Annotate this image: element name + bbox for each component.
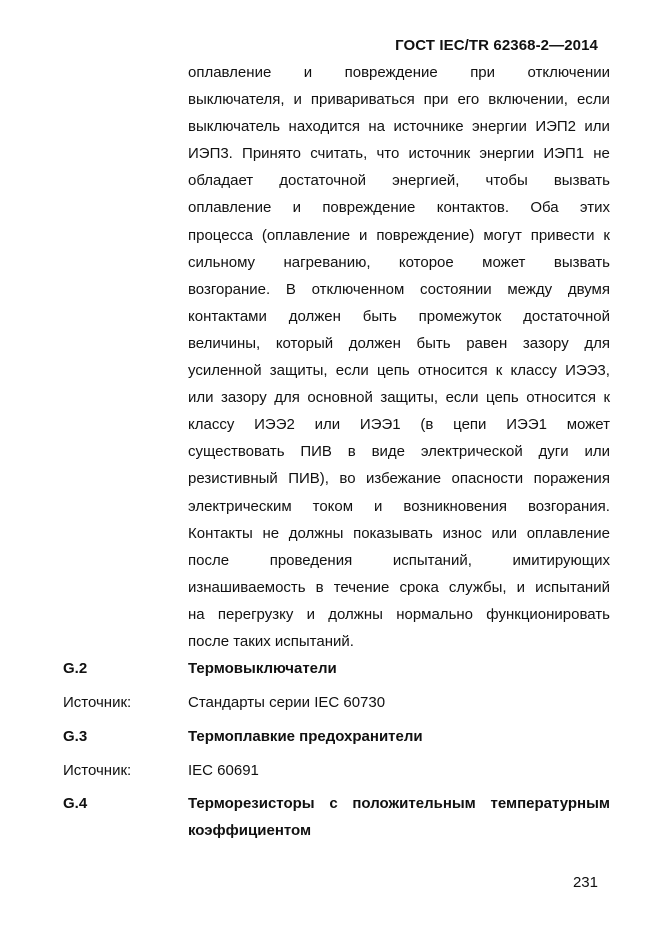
- word: Принято: [242, 145, 301, 163]
- word: цепь: [376, 362, 410, 380]
- word: классу: [510, 362, 557, 380]
- word: промежуток: [418, 307, 502, 325]
- word: чтобы: [485, 172, 528, 190]
- word: оплавление: [188, 199, 272, 217]
- page-number: 231: [572, 874, 598, 891]
- word: к: [495, 362, 503, 380]
- word: равен: [466, 334, 508, 352]
- word: относится: [526, 389, 596, 407]
- section-g2-title: Термовыключатели: [188, 660, 337, 677]
- word: выключателя,: [188, 91, 285, 109]
- word: двумя: [567, 280, 610, 298]
- word: источник: [408, 145, 471, 163]
- text-line: [188, 547, 610, 574]
- word: или: [491, 524, 518, 542]
- word: после: [188, 551, 230, 569]
- text-line: [188, 628, 610, 655]
- word: или: [584, 443, 610, 461]
- word: зазору: [221, 389, 267, 407]
- word: Оба: [530, 199, 559, 217]
- word: ИЭЭ3,: [565, 362, 610, 380]
- word: может: [566, 416, 610, 434]
- word: основной: [307, 389, 373, 407]
- word: нагреванию,: [283, 253, 371, 271]
- text-line: [188, 601, 610, 628]
- word: опасности: [451, 470, 524, 488]
- word: защиты,: [269, 362, 328, 380]
- word: ИЭЭ1: [359, 416, 401, 434]
- word: его: [457, 91, 480, 109]
- word: если: [576, 91, 610, 109]
- word: оплавление: [526, 524, 610, 542]
- word: находится: [288, 118, 360, 136]
- word: между: [507, 280, 553, 298]
- text-line: [188, 59, 610, 86]
- word: проведения: [269, 551, 353, 569]
- section-g2-number: G.2: [63, 660, 88, 677]
- word: что: [376, 145, 400, 163]
- word: показывать: [353, 524, 433, 542]
- word: процесса: [188, 226, 253, 244]
- word: энергии: [472, 118, 527, 136]
- word: положительным: [352, 795, 476, 812]
- word: нормально: [396, 605, 474, 623]
- section-g3-source-value: IEC 60691: [188, 762, 259, 779]
- word: службы,: [448, 578, 507, 596]
- word: на: [368, 118, 386, 136]
- text-line: [188, 140, 610, 167]
- word: или: [584, 118, 610, 136]
- word: изнашиваемость: [188, 578, 306, 596]
- section-g4-title: [188, 790, 610, 844]
- section-g2-source-value: Стандарты серии IEC 60730: [188, 694, 386, 711]
- section-g4-number: G.4: [63, 795, 88, 812]
- word: во: [339, 470, 356, 488]
- word: В: [285, 280, 296, 298]
- word: резистивный: [188, 470, 278, 488]
- word: сильному: [188, 253, 256, 271]
- text-line: [188, 465, 610, 492]
- word: (в: [420, 416, 434, 434]
- word: имитирующих: [512, 551, 610, 569]
- text-line: [188, 330, 610, 357]
- word: должен: [288, 307, 341, 325]
- word: перегрузку: [217, 605, 294, 623]
- word: и: [374, 497, 383, 515]
- word: и: [516, 578, 526, 596]
- word: обладает: [188, 172, 254, 190]
- word: не: [262, 524, 280, 542]
- word: или: [314, 416, 341, 434]
- word: защиты,: [380, 389, 439, 407]
- word: виде: [371, 443, 406, 461]
- text-line: [188, 222, 610, 249]
- title-line: [188, 790, 610, 817]
- text-line: [188, 113, 610, 140]
- section-g2-source-label: Источник:: [63, 694, 132, 711]
- word: считать,: [310, 145, 368, 163]
- word: повреждение): [376, 226, 475, 244]
- word: Контакты: [188, 524, 253, 542]
- word: может: [482, 253, 526, 271]
- text-line: [188, 520, 610, 547]
- word: избежание: [365, 470, 442, 488]
- word: испытаний: [535, 578, 610, 596]
- word: могут: [483, 226, 522, 244]
- word: отключенном: [311, 280, 405, 298]
- word: должны: [288, 524, 344, 542]
- word: привариваться: [310, 91, 415, 109]
- word: при: [423, 91, 449, 109]
- word: ПИВ: [300, 443, 332, 461]
- word: включении,: [488, 91, 568, 109]
- word: оплавление: [188, 64, 272, 81]
- word: который: [275, 334, 334, 352]
- word: к: [603, 226, 610, 244]
- word: ИЭЭ2: [254, 416, 295, 434]
- word: состоянии: [419, 280, 492, 298]
- document-header: ГОСТ IEC/TR 62368-2—2014: [395, 37, 598, 54]
- word: если: [445, 389, 479, 407]
- text-line: [188, 276, 610, 303]
- word: и: [306, 605, 315, 623]
- word: быть: [416, 334, 451, 352]
- text-line: [188, 194, 610, 221]
- word: и: [359, 226, 368, 244]
- word: если: [335, 362, 369, 380]
- word: в: [315, 578, 324, 596]
- word: возникновения: [403, 497, 508, 515]
- word: относится: [417, 362, 488, 380]
- word: энергией,: [392, 172, 460, 190]
- word: к: [603, 389, 610, 407]
- section-g3-title: Термоплавкие предохранители: [188, 728, 423, 745]
- word: контактов.: [436, 199, 510, 217]
- word: энергии: [479, 145, 535, 163]
- text-line: [188, 384, 610, 411]
- text-line: [188, 411, 610, 438]
- section-g3-source-label: Источник:: [63, 762, 132, 779]
- word: поражения: [533, 470, 610, 488]
- body-paragraph: [188, 59, 610, 655]
- text-line: [188, 438, 610, 465]
- word: (оплавление: [261, 226, 351, 244]
- word: существовать: [188, 443, 285, 461]
- word: этих: [579, 199, 610, 217]
- word: возгорания.: [528, 497, 610, 515]
- word: повреждение: [322, 199, 416, 217]
- word: зазору: [522, 334, 569, 352]
- section-g3-number: G.3: [63, 728, 88, 745]
- word: или: [188, 389, 214, 407]
- word: ИЭП2: [535, 118, 576, 136]
- text-line: [188, 493, 610, 520]
- word: Терморезисторы: [188, 795, 315, 812]
- word: быть: [362, 307, 397, 325]
- word: достаточной: [279, 172, 367, 190]
- word: и: [293, 91, 302, 109]
- title-line: [188, 817, 610, 844]
- word: классу: [188, 416, 235, 434]
- word: температурным: [490, 795, 610, 812]
- word: в: [347, 443, 356, 461]
- word: достаточной: [523, 307, 610, 325]
- word: после таких испытаний.: [188, 632, 354, 650]
- word: на: [188, 605, 205, 623]
- word: ИЭП3.: [188, 145, 233, 163]
- word: которое: [398, 253, 454, 271]
- word: контактами: [188, 307, 267, 325]
- word: функционировать: [486, 605, 610, 623]
- word: испытаний,: [392, 551, 472, 569]
- word: величины,: [188, 334, 261, 352]
- word: вызвать: [553, 172, 610, 190]
- text-line: [188, 249, 610, 276]
- word: для: [584, 334, 610, 352]
- word: для: [274, 389, 300, 407]
- word: током: [312, 497, 354, 515]
- word: источнике: [393, 118, 464, 136]
- word: ИЭЭ1: [506, 416, 547, 434]
- word: выключатель: [188, 118, 281, 136]
- word: коэффициентом: [188, 822, 312, 839]
- text-line: [188, 357, 610, 384]
- word: при: [470, 64, 496, 81]
- word: ИЭП1: [543, 145, 585, 163]
- word: вызвать: [553, 253, 610, 271]
- text-line: [188, 303, 610, 330]
- word: срока: [399, 578, 439, 596]
- word: цепи: [453, 416, 487, 434]
- word: возгорание.: [188, 280, 271, 298]
- word: и: [292, 199, 301, 217]
- text-line: [188, 574, 610, 601]
- word: дуги: [538, 443, 569, 461]
- text-line: [188, 86, 610, 113]
- word: электрическим: [188, 497, 292, 515]
- word: повреждение: [344, 64, 438, 81]
- word: с: [329, 795, 338, 812]
- word: привести: [530, 226, 595, 244]
- word: цепь: [486, 389, 519, 407]
- word: ПИВ),: [288, 470, 329, 488]
- word: усиленной: [188, 362, 262, 380]
- text-line: [188, 167, 610, 194]
- word: должен: [348, 334, 401, 352]
- word: износ: [442, 524, 482, 542]
- word: должны: [328, 605, 383, 623]
- word: не: [593, 145, 610, 163]
- word: течение: [333, 578, 390, 596]
- word: и: [303, 64, 313, 81]
- word: электрической: [420, 443, 523, 461]
- word: отключении: [527, 64, 610, 81]
